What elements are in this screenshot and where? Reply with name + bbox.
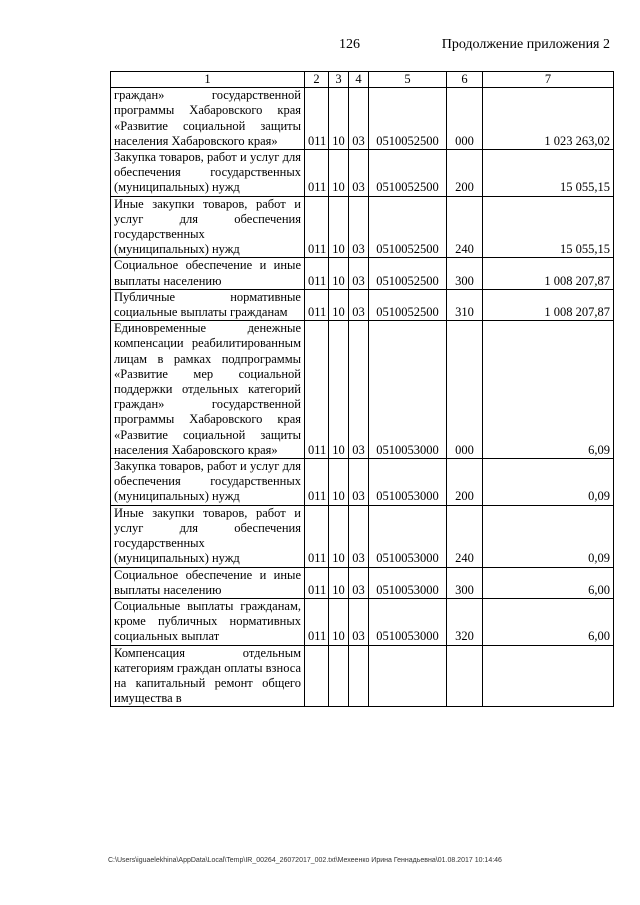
row-code: 03	[349, 196, 369, 258]
row-code: 0510052500	[369, 150, 447, 197]
row-code: 10	[329, 196, 349, 258]
row-description: Закупка товаров, работ и услуг для обеспечения государственных (муниципальных) нужд	[111, 459, 305, 506]
row-code	[305, 645, 329, 707]
row-description: Публичные нормативные социальные выплаты гражданам	[111, 289, 305, 320]
row-code: 10	[329, 289, 349, 320]
row-code: 011	[305, 289, 329, 320]
row-code: 011	[305, 459, 329, 506]
row-code: 03	[349, 598, 369, 645]
row-code: 011	[305, 598, 329, 645]
table-row	[111, 459, 614, 506]
row-code: 10	[329, 598, 349, 645]
table-row	[111, 567, 614, 598]
table-row	[111, 645, 614, 707]
row-code: 10	[329, 88, 349, 150]
row-code: 03	[349, 505, 369, 567]
row-amount: 6,09	[483, 321, 614, 459]
row-code: 03	[349, 289, 369, 320]
row-code: 240	[447, 505, 483, 567]
row-code: 011	[305, 150, 329, 197]
row-code: 10	[329, 459, 349, 506]
row-description: Иные закупки товаров, работ и услуг для обеспечения государственных (муниципальных) нужд	[111, 505, 305, 567]
continuation-label: Продолжение приложения 2	[441, 37, 610, 52]
budget-table	[110, 71, 614, 707]
table-row	[111, 505, 614, 567]
table-row	[111, 196, 614, 258]
row-code: 03	[349, 567, 369, 598]
row-code: 240	[447, 196, 483, 258]
table-row	[111, 598, 614, 645]
table-row	[111, 258, 614, 289]
row-code: 300	[447, 567, 483, 598]
row-code: 0510053000	[369, 567, 447, 598]
row-code: 310	[447, 289, 483, 320]
row-description: Иные закупки товаров, работ и услуг для обеспечения государственных (муниципальных) нужд	[111, 196, 305, 258]
row-amount	[483, 645, 614, 707]
row-code: 000	[447, 88, 483, 150]
row-amount: 15 055,15	[483, 196, 614, 258]
row-code: 011	[305, 505, 329, 567]
row-amount: 6,00	[483, 598, 614, 645]
column-header: 1	[111, 72, 305, 88]
row-code: 03	[349, 459, 369, 506]
row-code: 10	[329, 567, 349, 598]
row-code: 10	[329, 258, 349, 289]
row-description: Закупка товаров, работ и услуг для обеспечения государственных (муниципальных) нужд	[111, 150, 305, 197]
row-code: 011	[305, 196, 329, 258]
row-code: 03	[349, 321, 369, 459]
page-number: 126	[339, 37, 360, 52]
row-code: 03	[349, 88, 369, 150]
row-code: 0510052500	[369, 289, 447, 320]
row-code: 0510053000	[369, 598, 447, 645]
row-code: 200	[447, 150, 483, 197]
column-header-row	[111, 72, 614, 88]
column-header: 3	[329, 72, 349, 88]
row-code: 0510053000	[369, 321, 447, 459]
row-amount: 1 008 207,87	[483, 258, 614, 289]
row-code: 011	[305, 321, 329, 459]
table-row	[111, 289, 614, 320]
table-row	[111, 88, 614, 150]
column-header: 4	[349, 72, 369, 88]
row-description: Социальные выплаты гражданам, кроме публичных нормативных социальных выплат	[111, 598, 305, 645]
row-amount: 6,00	[483, 567, 614, 598]
row-code: 0510052500	[369, 88, 447, 150]
row-code	[329, 645, 349, 707]
column-header: 6	[447, 72, 483, 88]
row-code: 0510053000	[369, 505, 447, 567]
row-code	[447, 645, 483, 707]
row-code: 03	[349, 258, 369, 289]
row-description: Компенсация отдельным категориям граждан оплаты взноса на капитальный ремонт общего имущества в	[111, 645, 305, 707]
row-amount: 1 008 207,87	[483, 289, 614, 320]
row-amount: 1 023 263,02	[483, 88, 614, 150]
row-code: 03	[349, 150, 369, 197]
file-path-footer: C:\Users\iguaelekhina\AppData\Local\Temp\IR_00264_26072017_002.txt\Мехеенко Ирина Геннадьевна\01.08.2017 10:14:46	[108, 857, 502, 864]
table-row	[111, 150, 614, 197]
row-code: 011	[305, 567, 329, 598]
row-code: 0510053000	[369, 459, 447, 506]
row-amount: 0,09	[483, 505, 614, 567]
row-code: 320	[447, 598, 483, 645]
row-description: граждан» государственной программы Хабаровского края «Развитие социальной защиты населения Хабаровского края»	[111, 88, 305, 150]
row-code: 000	[447, 321, 483, 459]
row-code: 011	[305, 88, 329, 150]
row-code: 0510052500	[369, 196, 447, 258]
row-code: 10	[329, 321, 349, 459]
row-code	[349, 645, 369, 707]
row-code: 10	[329, 505, 349, 567]
column-header: 7	[483, 72, 614, 88]
table-row	[111, 321, 614, 459]
row-code: 200	[447, 459, 483, 506]
row-code: 300	[447, 258, 483, 289]
row-amount: 0,09	[483, 459, 614, 506]
column-header: 5	[369, 72, 447, 88]
column-header: 2	[305, 72, 329, 88]
row-code: 10	[329, 150, 349, 197]
row-code: 0510052500	[369, 258, 447, 289]
row-code	[369, 645, 447, 707]
row-description: Социальное обеспечение и иные выплаты населению	[111, 258, 305, 289]
row-code: 011	[305, 258, 329, 289]
row-description: Единовременные денежные компенсации реабилитированным лицам в рамках подпрограммы «Развитие мер социальной поддержки отдельных категорий граждан» государственной программы Хабаровского края «Развитие социальной защиты населения Хабаровского края»	[111, 321, 305, 459]
row-amount: 15 055,15	[483, 150, 614, 197]
row-description: Социальное обеспечение и иные выплаты населению	[111, 567, 305, 598]
